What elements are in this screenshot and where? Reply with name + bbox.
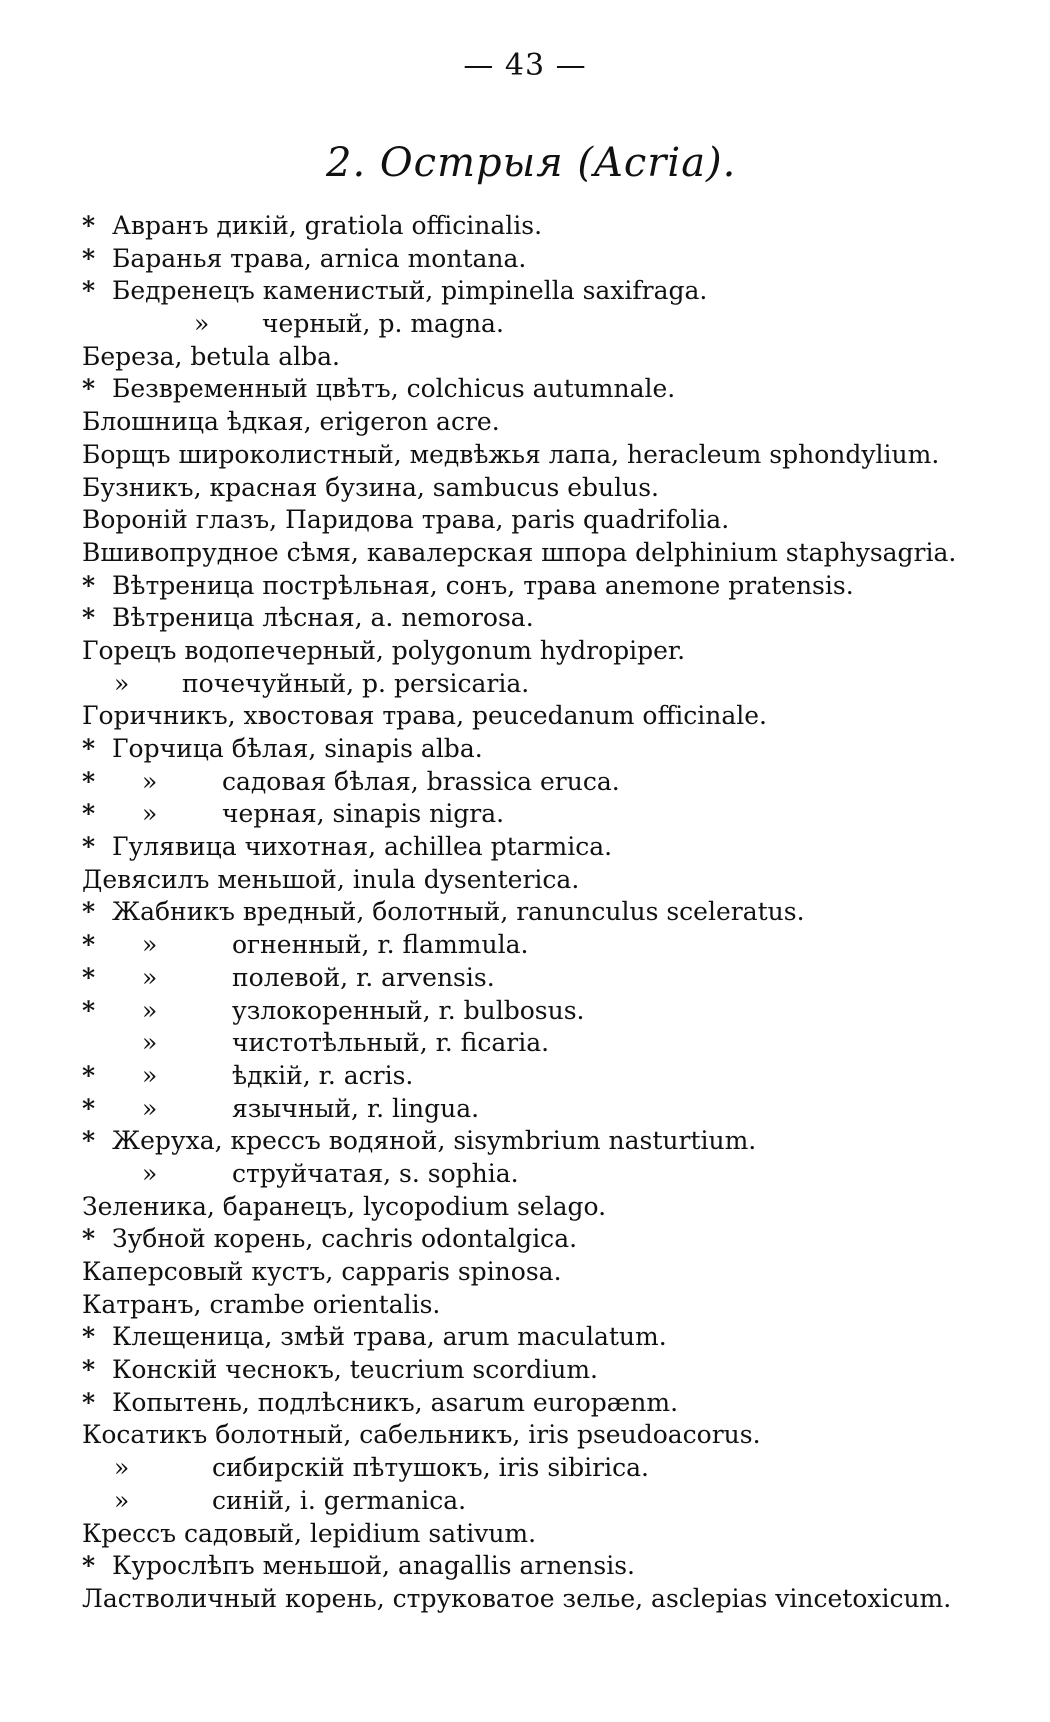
asterisk-mark: * [82, 832, 96, 862]
entry-text: Вшивопрудное сѣмя, кавалерская шпора delphinium staphysagria. [82, 537, 957, 567]
entry-text: Зубной корень, cachris odontalgica. [112, 1224, 578, 1254]
entry-text: Авранъ дикій, gratiola officinalis. [112, 211, 543, 240]
ditto-mark: » [114, 1453, 130, 1483]
entry-text: Бедренецъ каменистый, pimpinella saxifraga. [112, 276, 708, 306]
asterisk-mark: * [82, 734, 96, 763]
entry-line [82, 896, 1022, 929]
entry-line [82, 504, 1022, 537]
entry-line [82, 831, 1022, 864]
entry-text: Жабникъ вредный, болотный, ranunculus sceleratus. [112, 897, 805, 927]
entry-line [82, 1191, 1022, 1224]
asterisk-mark: * [82, 374, 96, 404]
entry-text: язычный, r. lingua. [232, 1093, 480, 1123]
entry-line [82, 210, 1022, 243]
entry-line [82, 243, 1022, 276]
entry-line [82, 995, 1022, 1028]
entry-text: Бузникъ, красная бузина, sambucus ebulus. [82, 472, 660, 502]
asterisk-mark: * [82, 1224, 96, 1254]
entry-text: Зеленика, баранецъ, lycopodium selago. [82, 1191, 607, 1221]
asterisk-mark: * [82, 897, 96, 927]
entry-line [82, 1027, 1022, 1060]
asterisk-mark: * [82, 962, 96, 992]
entry-text: узлокоренный, r. bulbosus. [232, 995, 585, 1025]
asterisk-mark: * [82, 243, 96, 273]
entry-line [82, 439, 1022, 472]
asterisk-mark: * [82, 276, 96, 306]
entry-line [82, 406, 1022, 439]
entry-text: Катранъ, crambe orientalis. [82, 1289, 441, 1319]
asterisk-mark: * [82, 1093, 96, 1123]
entry-text: Баранья трава, arnica montana. [112, 243, 527, 273]
entry-line [82, 864, 1022, 897]
ditto-mark: » [142, 766, 158, 796]
ditto-mark: » [142, 1158, 158, 1188]
entry-text: Вороній глазъ, Паридова трава, paris quadrifolia. [82, 505, 730, 535]
entry-text: Клещеница, змѣй трава, arum maculatum. [112, 1322, 667, 1352]
entry-line [82, 1387, 1022, 1420]
entry-line [82, 1158, 1022, 1191]
entry-line [82, 1452, 1022, 1485]
entry-line [82, 1419, 1022, 1452]
entry-line [82, 275, 1022, 308]
asterisk-mark: * [82, 799, 96, 829]
asterisk-mark: * [82, 1060, 96, 1090]
ditto-mark: » [194, 309, 210, 339]
ditto-mark: » [142, 1060, 158, 1090]
entry-text: огненный, r. flammula. [232, 930, 529, 960]
section-title: 2. Острыя (Acria). [326, 140, 737, 186]
entry-text: Вѣтреница лѣсная, a. nemorosa. [112, 603, 534, 633]
ditto-mark: » [142, 930, 158, 960]
entry-text: Горичникъ, хвостовая трава, peucedanum officinale. [82, 701, 767, 731]
entry-line [82, 929, 1022, 962]
entry-line [82, 1223, 1022, 1256]
ditto-mark: » [142, 1028, 158, 1058]
entry-line [82, 700, 1022, 733]
entry-line [82, 373, 1022, 406]
entry-text: Крессъ садовый, lepidium sativum. [82, 1518, 537, 1548]
ditto-mark: » [142, 962, 158, 992]
asterisk-mark: * [82, 603, 96, 633]
entry-text: Береза, betula alba. [82, 341, 340, 371]
entry-text: Ластволичный корень, струковатое зелье, asclepias vincetoxicum. [82, 1583, 952, 1613]
asterisk-mark: * [82, 1126, 96, 1156]
entry-text: Горчица бѣлая, sinapis alba. [112, 734, 483, 763]
entry-line [82, 341, 1022, 374]
entry-text: ѣдкій, r. acris. [232, 1060, 414, 1090]
entry-line [82, 308, 1022, 341]
entry-text: Конскій чеснокъ, teucrium scordium. [112, 1355, 598, 1385]
asterisk-mark: * [82, 1551, 96, 1581]
ditto-mark: » [114, 668, 130, 698]
entry-text: полевой, r. arvensis. [232, 962, 495, 992]
entry-line [82, 537, 1022, 570]
entry-text: Курослѣпъ меньшой, anagallis arnensis. [112, 1551, 635, 1581]
ditto-mark: » [142, 799, 158, 829]
entry-text: Блошница ѣдкая, erigeron acre. [82, 407, 500, 437]
asterisk-mark: * [82, 211, 96, 240]
entry-text: Каперсовый кустъ, capparis spinosa. [82, 1257, 562, 1286]
entry-line [82, 1354, 1022, 1387]
entry-line [82, 1583, 1022, 1616]
entry-text: синій, i. germanica. [212, 1485, 467, 1515]
entry-line [82, 570, 1022, 603]
entry-text: почечуйный, p. persicaria. [182, 668, 530, 698]
asterisk-mark: * [82, 1322, 96, 1352]
entry-text: чистотѣльный, r. ficaria. [232, 1028, 550, 1058]
entry-text: Косатикъ болотный, сабельникъ, iris pseudoacorus. [82, 1420, 761, 1450]
entry-line [82, 962, 1022, 995]
entry-line [82, 1289, 1022, 1322]
entry-line [82, 1321, 1022, 1354]
ditto-mark: » [142, 995, 158, 1025]
entry-line [82, 733, 1022, 766]
asterisk-mark: * [82, 766, 96, 796]
entry-text: Девясилъ меньшой, inula dysenterica. [82, 864, 580, 894]
ditto-mark: » [114, 1485, 130, 1515]
entry-line [82, 602, 1022, 635]
entry-line [82, 635, 1022, 668]
entry-text: черная, sinapis nigra. [222, 799, 505, 829]
asterisk-mark: * [82, 1387, 96, 1417]
entry-text: Жеруха, крессъ водяной, sisymbrium nasturtium. [112, 1126, 757, 1156]
entry-line [82, 1485, 1022, 1518]
entry-text: сибирскій пѣтушокъ, iris sibirica. [212, 1453, 649, 1483]
asterisk-mark: * [82, 1355, 96, 1385]
entry-text: садовая бѣлая, brassica eruca. [222, 766, 620, 796]
entry-text: Борщъ широколистный, медвѣжья лапа, heracleum sphondylium. [82, 439, 940, 469]
entry-line [82, 472, 1022, 505]
entry-line [82, 1125, 1022, 1158]
asterisk-mark: * [82, 995, 96, 1025]
entry-text: струйчатая, s. sophia. [232, 1158, 519, 1188]
entry-text: черный, p. magna. [262, 309, 504, 339]
page-number: — 43 — [463, 48, 587, 83]
asterisk-mark: * [82, 930, 96, 960]
entry-line [82, 1550, 1022, 1583]
ditto-mark: » [142, 1093, 158, 1123]
entry-text: Копытень, подлѣсникъ, asarum europænm. [112, 1387, 679, 1417]
entry-line [82, 668, 1022, 701]
entry-line [82, 1093, 1022, 1126]
entry-line [82, 1060, 1022, 1093]
entry-text: Горецъ водопечерный, polygonum hydropiper. [82, 635, 686, 665]
asterisk-mark: * [82, 570, 96, 600]
entry-line [82, 1256, 1022, 1289]
entry-list [82, 210, 1022, 1616]
entry-line [82, 766, 1022, 799]
entry-line [82, 1518, 1022, 1551]
entry-text: Вѣтреница пострѣльная, сонъ, трава anemone pratensis. [112, 570, 854, 600]
entry-line [82, 798, 1022, 831]
entry-text: Гулявица чихотная, achillea ptarmica. [112, 832, 613, 862]
entry-text: Безвременный цвѣтъ, colchicus autumnale. [112, 374, 676, 404]
